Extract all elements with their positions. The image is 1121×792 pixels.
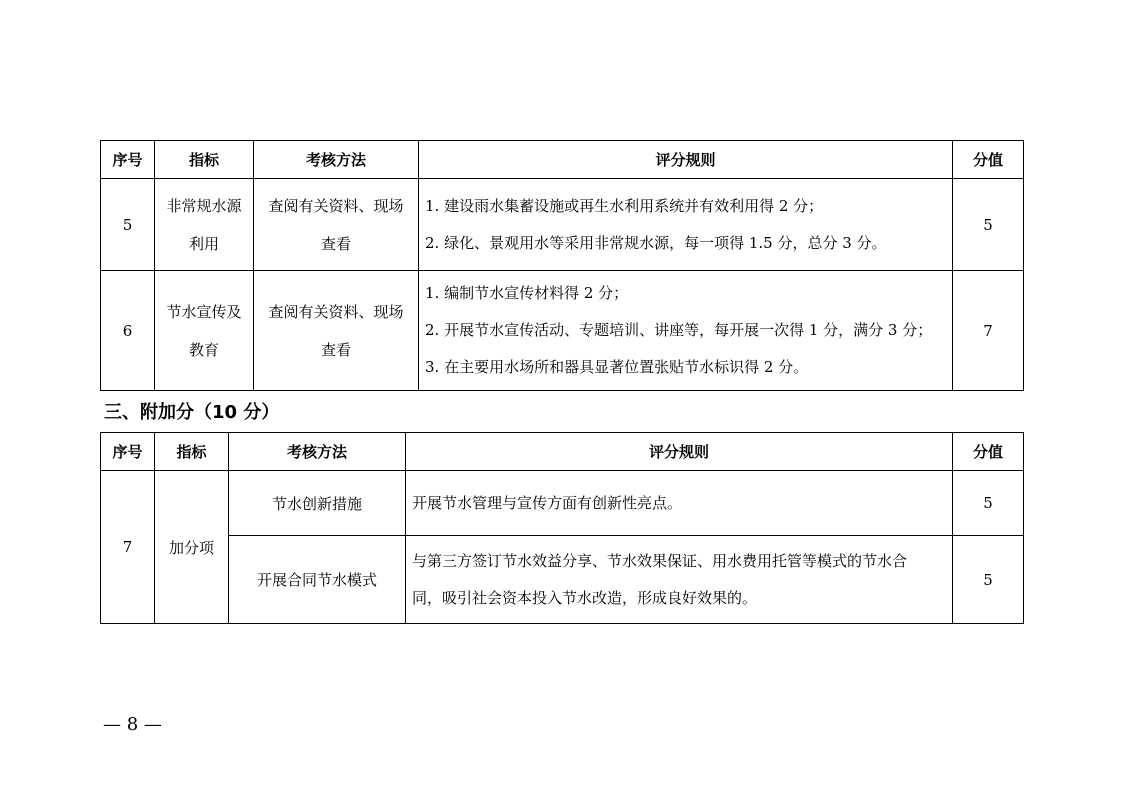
row-number: 6	[101, 271, 155, 391]
indicator-line: 教育	[188, 340, 219, 359]
table-header-row	[101, 433, 1024, 471]
method-cell	[254, 179, 419, 271]
table-row	[101, 179, 1024, 271]
rules-cell	[406, 471, 953, 536]
rules-cell	[419, 271, 953, 391]
rule-item: 开展节水管理与宣传方面有创新性亮点。	[412, 493, 683, 512]
table-header-row	[101, 141, 1024, 179]
header-rules: 评分规则	[419, 141, 953, 179]
rule-item: 1. 建设雨水集蓄设施或再生水利用系统并有效利用得 2 分；	[425, 196, 824, 215]
header-no: 序号	[101, 433, 155, 471]
rule-item: 同，吸引社会资本投入节水改造，形成良好效果的。	[412, 588, 758, 607]
header-score: 分值	[953, 433, 1024, 471]
indicator-cell	[155, 179, 254, 271]
header-no: 序号	[101, 141, 155, 179]
row-number: 5	[101, 179, 155, 271]
indicator-line: 利用	[188, 234, 219, 253]
rule-item: 1. 编制节水宣传材料得 2 分；	[425, 284, 629, 302]
rule-item: 2. 开展节水宣传活动、专题培训、讲座等，每开展一次得 1 分，满分 3 分；	[425, 321, 933, 339]
method-line: 查阅有关资料、现场	[268, 196, 404, 215]
indicator-line: 节水宣传及	[166, 302, 242, 321]
rule-item: 3. 在主要用水场所和器具显著位置张贴节水标识得 2 分。	[425, 358, 809, 376]
header-indicator: 指标	[155, 433, 229, 471]
method-cell: 节水创新措施	[229, 471, 406, 536]
rules-cell	[406, 536, 953, 624]
score-cell: 5	[953, 536, 1024, 624]
indicator-cell	[155, 271, 254, 391]
rule-item: 2. 绿化、景观用水等采用非常规水源，每一项得 1.5 分，总分 3 分。	[425, 233, 887, 252]
rule-item: 与第三方签订节水效益分享、节水效果保证、用水费用托管等模式的节水合	[412, 551, 908, 570]
score-cell: 7	[953, 271, 1024, 391]
header-rules: 评分规则	[406, 433, 953, 471]
indicator-line: 非常规水源	[166, 196, 242, 215]
header-method: 考核方法	[254, 141, 419, 179]
method-line: 查阅有关资料、现场	[268, 302, 404, 321]
indicator-cell: 加分项	[155, 471, 229, 624]
table-row	[101, 271, 1024, 391]
method-line: 查看	[320, 340, 351, 359]
header-method: 考核方法	[229, 433, 406, 471]
table-row	[101, 536, 1024, 624]
score-cell: 5	[953, 179, 1024, 271]
section-heading: 三、附加分（10 分）	[104, 402, 280, 423]
header-score: 分值	[953, 141, 1024, 179]
rules-cell	[419, 179, 953, 271]
score-cell: 5	[953, 471, 1024, 536]
header-indicator: 指标	[155, 141, 254, 179]
scoring-table-1	[100, 140, 1024, 391]
method-cell	[254, 271, 419, 391]
table-row	[101, 471, 1024, 536]
method-line: 查看	[320, 234, 351, 253]
method-cell: 开展合同节水模式	[229, 536, 406, 624]
scoring-table-2	[100, 432, 1024, 624]
row-number: 7	[101, 471, 155, 624]
page-number: — 8 —	[103, 714, 162, 735]
